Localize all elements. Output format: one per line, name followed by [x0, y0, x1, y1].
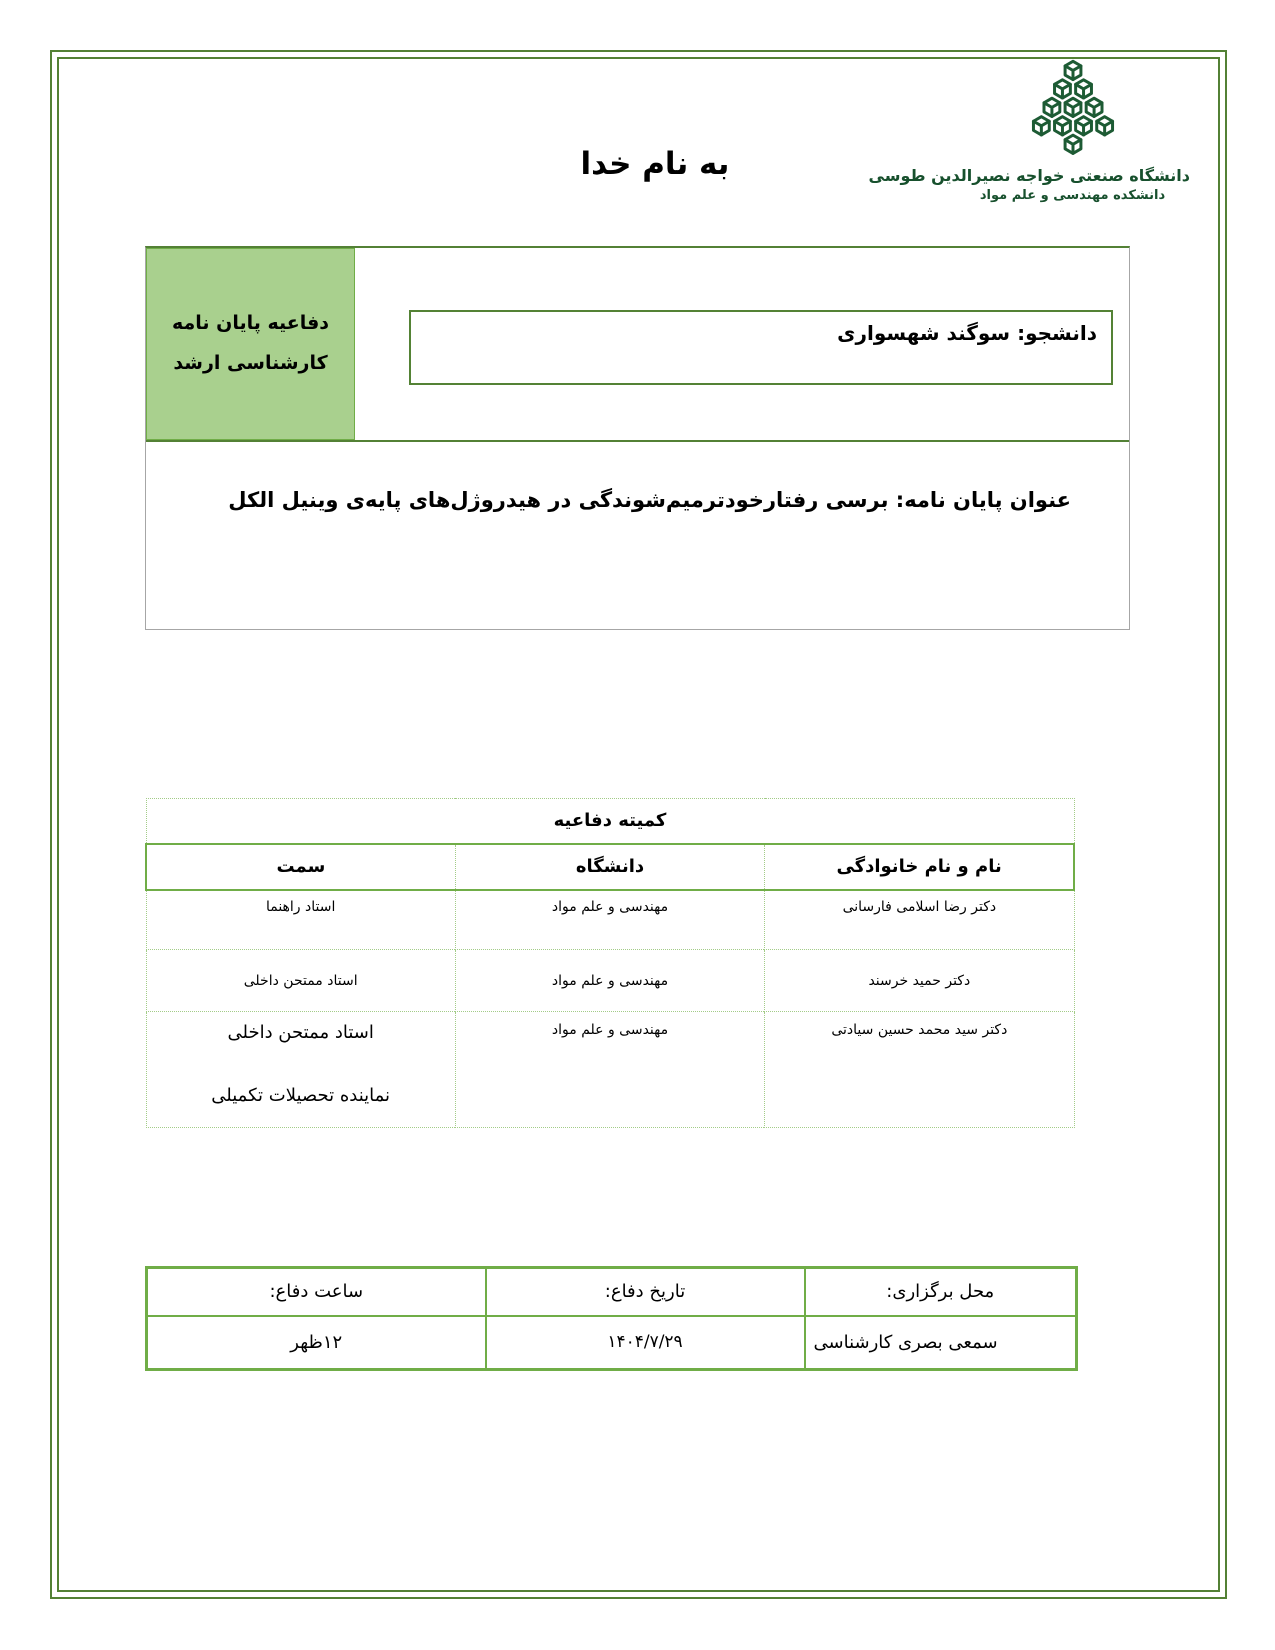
- date-value: ۱۴۰۴/۷/۲۹: [486, 1316, 805, 1370]
- column-header-position: سمت: [146, 844, 455, 890]
- time-value: ۱۲ظهر: [147, 1316, 486, 1370]
- date-label: تاریخ دفاع:: [486, 1268, 805, 1316]
- schedule-table: [145, 1266, 1078, 1371]
- committee-section: [145, 798, 1075, 1128]
- member-name: دکتر رضا اسلامی فارسانی: [765, 890, 1074, 950]
- committee-header-row: [146, 844, 1074, 890]
- university-logo-block: [868, 56, 1190, 203]
- member-name: دکتر حمید خرسند: [765, 950, 1074, 1012]
- member-role: استاد ممتحن داخلی: [227, 1022, 374, 1043]
- committee-table-title: کمیته دفاعیه: [146, 799, 1074, 844]
- member-university: مهندسی و علم مواد: [455, 1012, 764, 1128]
- committee-title-row: [146, 799, 1074, 844]
- defense-badge-line2: کارشناسی ارشد: [173, 352, 328, 374]
- university-logo-icon: [1015, 56, 1131, 164]
- committee-table: [145, 798, 1075, 1128]
- faculty-name: دانشکده مهندسی و علم مواد: [979, 188, 1166, 203]
- member-university: مهندسی و علم مواد: [455, 890, 764, 950]
- university-name-calligraphy: دانشگاه صنعتی خواجه نصیرالدین طوسی: [868, 166, 1190, 185]
- column-header-university: دانشگاه: [455, 844, 764, 890]
- header-info-row: [146, 248, 1129, 442]
- time-label: ساعت دفاع:: [147, 1268, 486, 1316]
- header-info-table: [145, 246, 1130, 630]
- thesis-title: عنوان پایان نامه: برسی رفتارخودترمیم‌شوندگی در هیدروژل‌های پایه‌ی وینیل الکل: [228, 488, 1071, 512]
- member-role-secondary: نماینده تحصیلات تکمیلی: [211, 1085, 391, 1106]
- venue-value: سمعی بصری کارشناسی: [805, 1316, 1077, 1370]
- student-name-box: دانشجو: سوگند شهسواری: [409, 310, 1113, 385]
- column-header-name: نام و نام خانوادگی: [765, 844, 1074, 890]
- schedule-section: [145, 1266, 1078, 1371]
- committee-row: [146, 890, 1074, 950]
- member-university: مهندسی و علم مواد: [455, 950, 764, 1012]
- defense-type-badge: [146, 248, 355, 440]
- member-role: استاد ممتحن داخلی: [146, 950, 455, 1012]
- committee-row: [146, 950, 1074, 1012]
- member-role: استاد راهنما: [146, 890, 455, 950]
- venue-label: محل برگزاری:: [805, 1268, 1077, 1316]
- defense-badge-line1: دفاعیه پایان نامه: [171, 312, 330, 335]
- member-name: دکتر سید محمد حسین سیادتی: [765, 1012, 1074, 1128]
- bismillah-title: به نام خدا: [580, 146, 730, 182]
- schedule-value-row: [147, 1316, 1077, 1370]
- schedule-header-row: [147, 1268, 1077, 1316]
- committee-row: [146, 1012, 1074, 1128]
